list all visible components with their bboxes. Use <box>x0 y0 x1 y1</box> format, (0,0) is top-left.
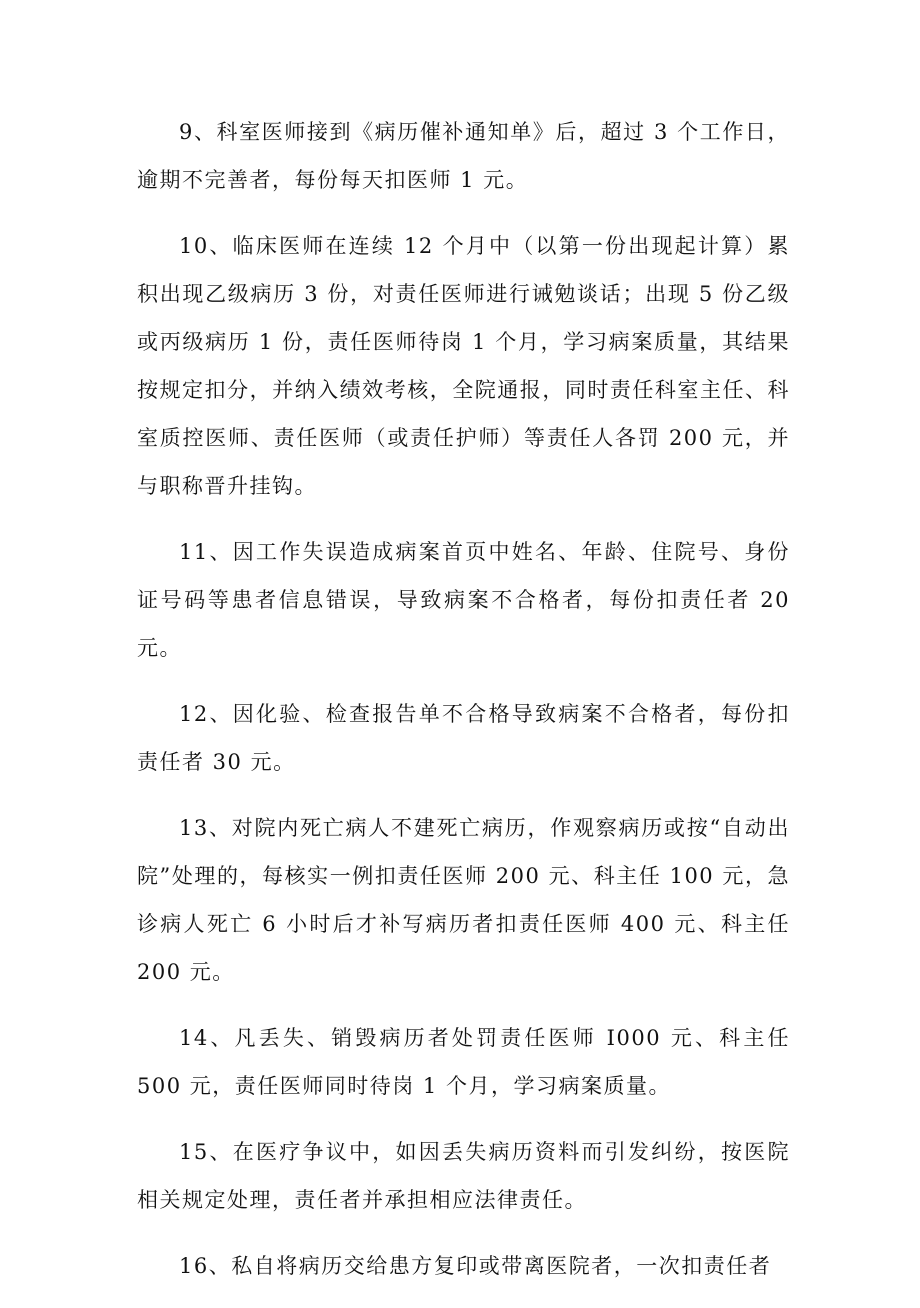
document-body <box>137 108 790 1308</box>
paragraph-item-10: 10、临床医师在连续 12 个月中（以第一份出现起计算）累积出现乙级病历 3 份，对责任医师进行诫勉谈话；出现 5 份乙级或丙级病历 1 份，责任医师待岗 1 个月，学习病案质量，其结果按规定扣分，并纳入绩效考核，全院通报，同时责任科室主任、科室质控医师、责任医师（或责任护师）等责任人各罚 200 元，并与职称晋升挂钩。 <box>137 234 790 498</box>
paragraph-item-13: 13、对院内死亡病人不建死亡病历，作观察病历或按“自动出院”处理的，每核实一例扣责任医师 200 元、科主任 100 元，急诊病人死亡 6 小时后才补写病历者扣责任医师 400 元、科主任 200 元。 <box>137 816 790 984</box>
paragraph-item-15: 15、在医疗争议中，如因丢失病历资料而引发纠纷，按医院相关规定处理，责任者并承担相应法律责任。 <box>137 1140 790 1212</box>
paragraph-item-11: 11、因工作失误造成病案首页中姓名、年龄、住院号、身份证号码等患者信息错误，导致病案不合格者，每份扣责任者 20 元。 <box>137 540 790 660</box>
paragraph-item-14: 14、凡丢失、销毁病历者处罚责任医师 I000 元、科主任 500 元，责任医师同时待岗 1 个月，学习病案质量。 <box>137 1026 790 1098</box>
paragraph-item-16: 16、私自将病历交给患方复印或带离医院者，一次扣责任者 <box>179 1254 772 1278</box>
paragraph-item-12: 12、因化验、检查报告单不合格导致病案不合格者，每份扣责任者 30 元。 <box>137 702 790 774</box>
paragraph-item-9: 9、科室医师接到《病历催补通知单》后，超过 3 个工作日，逾期不完善者，每份每天扣医师 1 元。 <box>137 120 790 192</box>
